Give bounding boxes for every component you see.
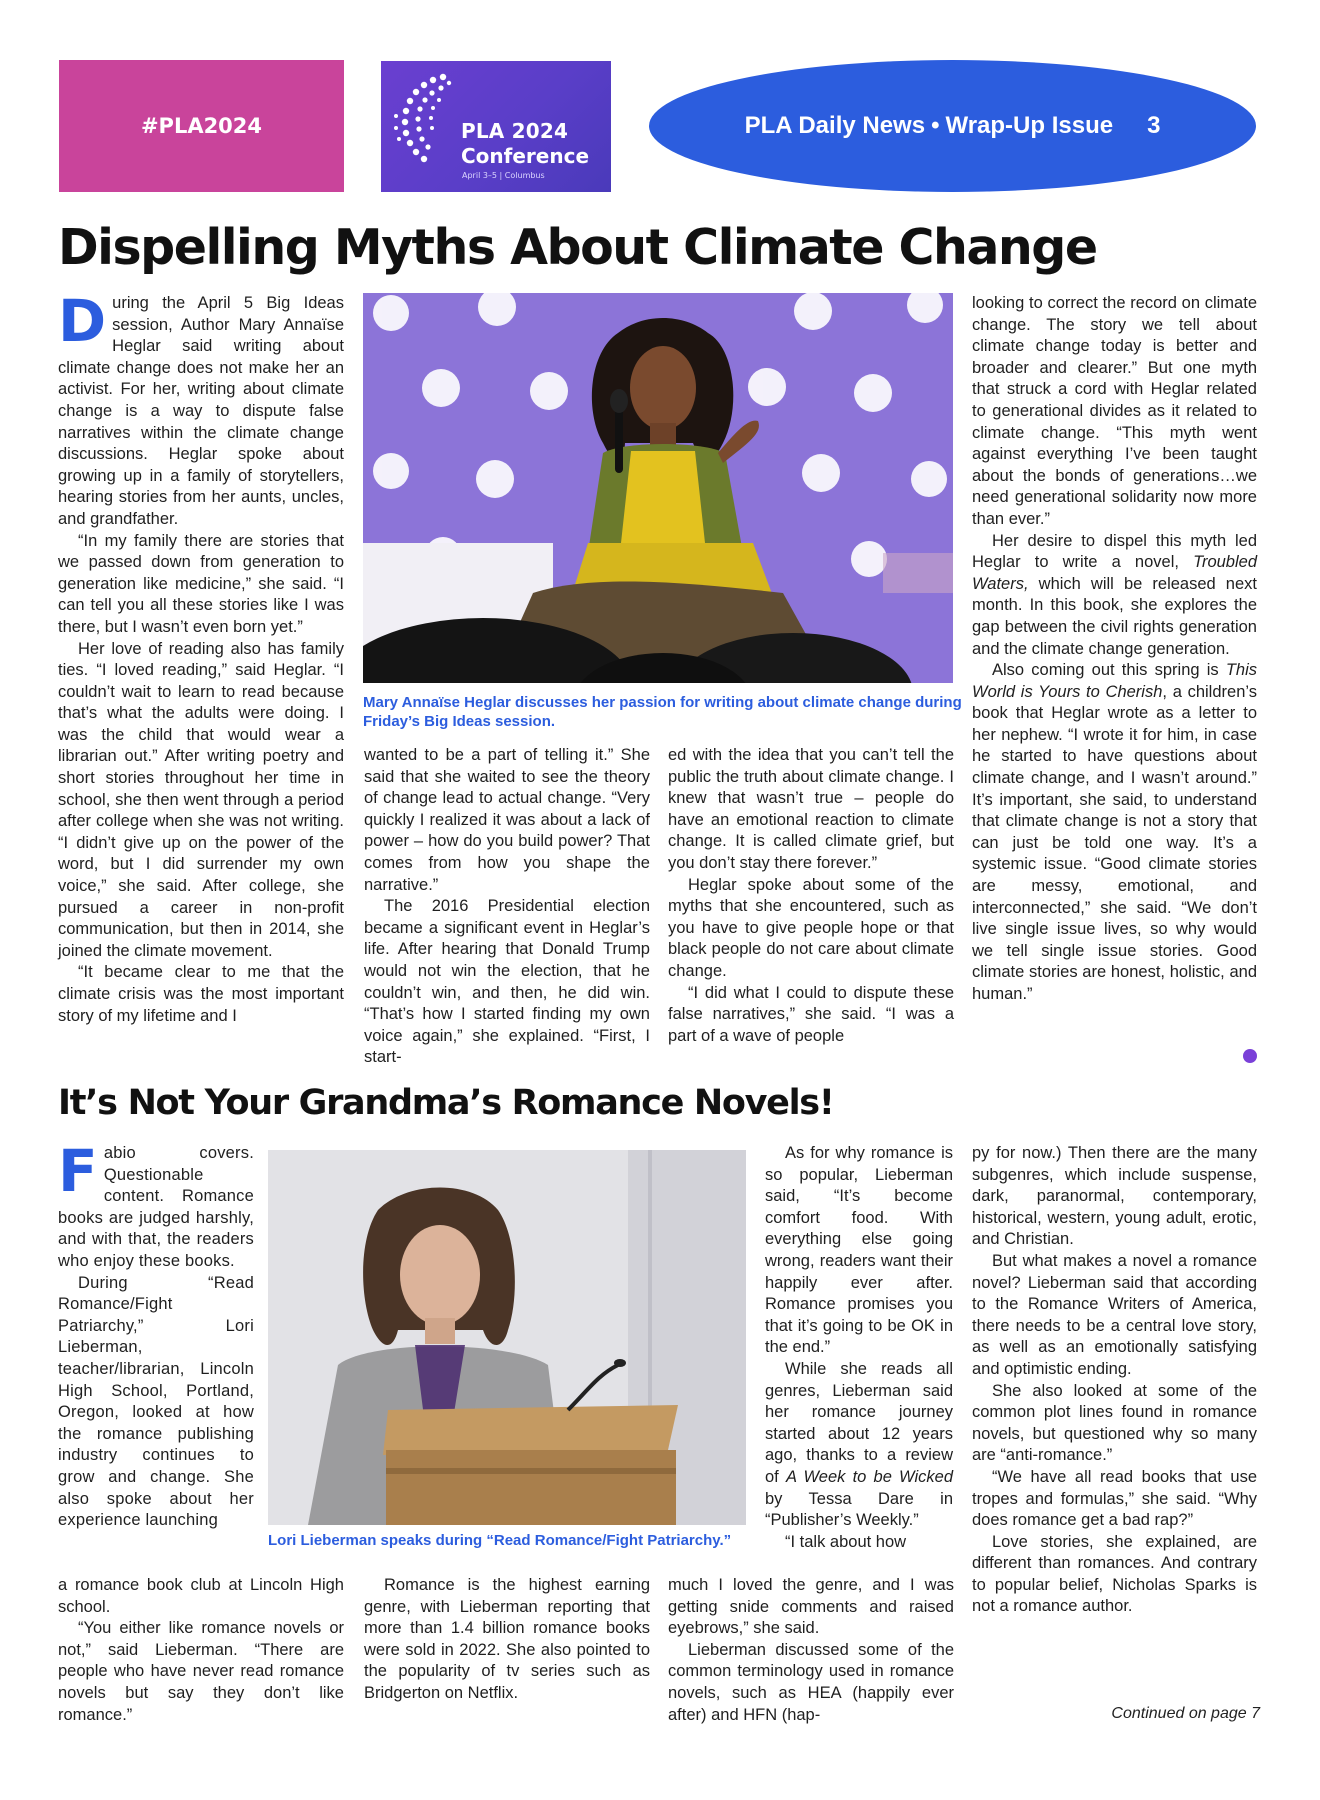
- conference-logo: [381, 61, 611, 192]
- article-1-paragraph: “In my family there are stories that we passed down from generation to generation like medicine,” she said. “I can tell you all these stories like I was there, but I wasn’t even born yet.”: [58, 531, 344, 636]
- article-2-paragraph: Romance is the highest earning genre, with Lieberman reporting that more than 1.4 billion romance books were sold in 2022. She also pointed to the popularity of tv series such as Bridgerton on Netflix.: [364, 1576, 650, 1702]
- article-2-paragraph: “I talk about how: [785, 1532, 907, 1551]
- article-1-paragraph: [972, 531, 1257, 661]
- photo-1-caption: Mary Annaïse Heglar discusses her passion for writing about climate change during Friday’s Big Ideas session.: [363, 694, 962, 730]
- banner-separator: •: [931, 112, 940, 139]
- article-2-paragraph: py for now.) Then there are the many subgenres, which include suspense, dark, paranormal, contemporary, historical, western, young adult, erotic, and Christian.: [972, 1144, 1257, 1249]
- article-1-column-3: [668, 745, 954, 1047]
- issue-name: Wrap-Up Issue: [945, 112, 1114, 139]
- end-of-article-mark-icon: [1243, 1049, 1257, 1063]
- article-2-headline: It’s Not Your Grandma’s Romance Novels!: [58, 1083, 834, 1123]
- speaker-photo-illustration: [268, 1150, 746, 1525]
- page-number: 3: [1147, 112, 1161, 139]
- book-title: A Week to be Wicked: [785, 1467, 953, 1486]
- article-2-paragraph: Love stories, she explained, are different than romances. And contrary to popular belief, Nicholas Sparks is not a romance author.: [972, 1532, 1257, 1616]
- article-2-paragraph: Lieberman discussed some of the common terminology used in romance novels, such as HEA (happily ever after) and HFN (hap-: [668, 1640, 954, 1724]
- paragraph-text: which will be released next month. In this book, she explores the gap between the civil rights generation and the climate change generation.: [972, 574, 1257, 658]
- article-2-paragraph: a romance book club at Lincoln High school.: [58, 1576, 344, 1616]
- paragraph-text: While she reads all genres, Lieberman said her romance journey started about 12 years ago, thanks to a review of: [765, 1359, 953, 1486]
- article-2-column-3-top: [765, 1143, 953, 1553]
- article-1-headline: Dispelling Myths About Climate Change: [58, 219, 1097, 276]
- article-2-paragraph: “You either like romance novels or not,” said Lieberman. “There are people who have never read romance novels but say they don’t like romance.”: [58, 1619, 344, 1724]
- drop-cap: D: [58, 287, 107, 355]
- paragraph-text: by Tessa Dare in “Publisher’s Weekly.”: [765, 1489, 953, 1530]
- article-1-paragraph: “I did what I could to dispute these false narratives,” she said. “I was a part of a wave of people: [668, 983, 954, 1045]
- publication-name: PLA Daily News: [744, 112, 926, 139]
- logo-subtitle: April 3–5 | Columbus: [462, 171, 545, 180]
- article-1-paragraph: ed with the idea that you can’t tell the public the truth about climate change. I knew that wasn’t true – people do have an emotional reaction to climate change. It is called climate grief, but you don’t stay there forever.”: [668, 746, 954, 872]
- article-2-paragraph: [765, 1359, 953, 1532]
- article-1-column-2: [364, 745, 650, 1069]
- book-title: This World is Yours to Cherish: [972, 661, 1257, 701]
- article-1-paragraph: [972, 660, 1257, 1006]
- article-1-paragraph: Heglar spoke about some of the myths that she encountered, such as you have to give people hope or that black people do not care about climate change.: [668, 875, 954, 980]
- article-2-paragraph: She also looked at some of the common plot lines found in romance novels, but questioned why so many are “anti-romance.”: [972, 1381, 1257, 1465]
- speaker-photo-illustration: [363, 293, 953, 683]
- paragraph-text: abio covers. Questionable content. Romance books are judged harshly, and with that, the readers who enjoy these books.: [58, 1144, 254, 1270]
- article-2-paragraph: [58, 1137, 254, 1273]
- logo-title-line1: PLA 2024: [461, 119, 569, 143]
- dots-arc-icon: [391, 71, 461, 181]
- article-2-column-4: [972, 1143, 1257, 1618]
- book-title: Troubled Waters,: [972, 553, 1257, 593]
- lieberman-photo: [268, 1150, 746, 1525]
- article-1-paragraph: The 2016 Presidential election became a significant event in Heglar’s life. After hearing that Donald Trump would not win the election, that he couldn’t win, and then, he did win. “That’s how I started finding my own voice again,” she explained. “First, I start-: [364, 897, 650, 1067]
- article-2-paragraph: “We have all read books that use tropes and formulas,” she said. “Why does romance get a bad rap?”: [972, 1467, 1257, 1530]
- article-1-paragraph: [58, 287, 344, 531]
- article-1-paragraph: wanted to be a part of telling it.” She said that she waited to see the theory of change lead to actual change. “Very quickly I realized it was about a lack of power – how do you build power? That comes from how you shape the narrative.”: [364, 746, 650, 894]
- paragraph-text: uring the April 5 Big Ideas session, Author Mary Annaïse Heglar said writing about climate change does not make her an activist. For her, writing about climate change is a way to dispute false narratives within the climate change discussions. Heglar spoke about growing up in a family of storytellers, hearing stories from her aunts, uncles, and grandfather.: [58, 294, 344, 528]
- article-2-column-1-top: [58, 1137, 254, 1532]
- article-2-paragraph: During “Read Romance/Fight Patriarchy,” Lori Lieberman, teacher/librarian, Lincoln High School, Portland, Oregon, looked at how the romance publishing industry continues to grow and change. She also spoke about her experience launching: [58, 1273, 254, 1530]
- article-1-column-1: [58, 287, 344, 1027]
- continued-on-page-link[interactable]: Continued on page 7: [1111, 1705, 1260, 1722]
- hashtag-text: #PLA2024: [140, 114, 263, 138]
- article-2-column-2: [364, 1575, 650, 1705]
- article-1-paragraph: looking to correct the record on climate change. The story we tell about climate change today is better and broader and clearer.” But one myth that struck a cord with Heglar related to generational divides as it related to climate change. “This myth went against everything I’ve been taught about the bonds of generations…we need generational solidarity now more than ever.”: [972, 294, 1257, 528]
- photo-2-caption: Lori Lieberman speaks during “Read Romance/Fight Patriarchy.”: [268, 1532, 732, 1549]
- article-2-paragraph: As for why romance is so popular, Lieberman said, “It’s become comfort food. With everything else going wrong, readers want their happily ever after. Romance promises you that it’s going to be OK in the end.”: [765, 1144, 953, 1357]
- article-2-column-1-bottom: [58, 1575, 344, 1726]
- paragraph-text: , a children’s book that Heglar wrote as a letter to her nephew. “I wrote it for him, in case he started to have questions about climate change, and I wasn’t around.” It’s important, she said, to understand that climate change is not a story that can just be told one way. It’s a systemic issue. “Good climate stories are messy, emotional, and interconnected,” she said. “We don’t live single issue lives, so why would we tell single issue stories. Good climate stories are honest, holistic, and human.”: [972, 682, 1257, 1003]
- paragraph-text: Her desire to dispel this myth led Heglar to write a novel,: [972, 531, 1257, 572]
- article-1-paragraph: “It became clear to me that the climate crisis was the most important story of my lifetime and I: [58, 963, 344, 1025]
- article-1-column-4: [972, 293, 1257, 1006]
- publication-banner: [649, 60, 1256, 192]
- article-2-paragraph: much I loved the genre, and I was getting snide comments and raised eyebrows,” she said.: [668, 1576, 954, 1638]
- paragraph-text: Also coming out this spring is: [992, 661, 1226, 680]
- article-2-paragraph: But what makes a novel a romance novel? Lieberman said that according to the Romance Writers of America, there needs to be a central love story, as well as an emotionally satisfying and optimistic ending.: [972, 1251, 1257, 1378]
- heglar-photo: [363, 293, 953, 683]
- article-2-column-3-bottom: [668, 1575, 954, 1726]
- drop-cap: F: [58, 1137, 98, 1205]
- article-1-paragraph: Her love of reading also has family ties. “I loved reading,” said Heglar. “I couldn’t wait to learn to read because that’s what the adults were doing. I was the child that would wear a librarian out.” After writing poetry and short stories throughout her time in school, she then went through a period after college when she was not writing. “I didn’t give up on the power of the word, but I did surrender my own voice,” she said. After college, she pursued a career in non-profit communication, but then in 2014, she joined the climate movement.: [58, 639, 344, 960]
- logo-title-line2: Conference: [461, 144, 590, 168]
